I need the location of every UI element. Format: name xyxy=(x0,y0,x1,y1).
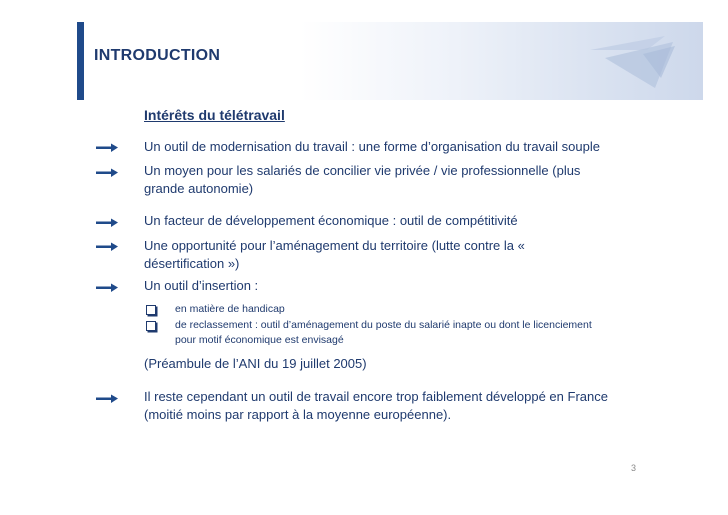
sub-list-item: en matière de handicap xyxy=(175,303,285,315)
page-number: 3 xyxy=(631,463,637,473)
bullet-arrow-icon xyxy=(96,168,118,178)
list-item: Un outil de modernisation du travail : une forme d’organisation du travail souple xyxy=(144,139,600,154)
bullet-arrow-icon xyxy=(96,394,118,404)
section-subtitle: Intérêts du télétravail xyxy=(144,107,285,123)
sub-list-item: de reclassement : outil d’aménagement du poste du salarié inapte ou dont le licenciement pour motif économique est envisagé xyxy=(175,319,592,346)
list-item: Un facteur de développement économique : outil de compétitivité xyxy=(144,213,518,228)
checkbox-bullet-icon xyxy=(146,321,156,331)
checkbox-bullet-icon xyxy=(146,305,156,315)
list-item: Une opportunité pour l’aménagement du territoire (lutte contre la « désertification ») xyxy=(144,238,525,271)
bullet-arrow-icon xyxy=(96,283,118,293)
bullet-arrow-icon xyxy=(96,143,118,153)
bullet-arrow-icon xyxy=(96,218,118,228)
list-item: Un outil d’insertion : xyxy=(144,278,259,293)
conclusion-text: Il reste cependant un outil de travail encore trop faiblement développé en France (moitié moins par rapport à la moyenne européenne). xyxy=(144,389,608,422)
list-item: Un moyen pour les salariés de concilier vie privée / vie professionnelle (plus grande autonomie) xyxy=(144,163,581,196)
page-title: INTRODUCTION xyxy=(94,47,221,64)
reference-text: (Préambule de l’ANI du 19 juillet 2005) xyxy=(144,356,367,371)
bullet-arrow-icon xyxy=(96,242,118,252)
